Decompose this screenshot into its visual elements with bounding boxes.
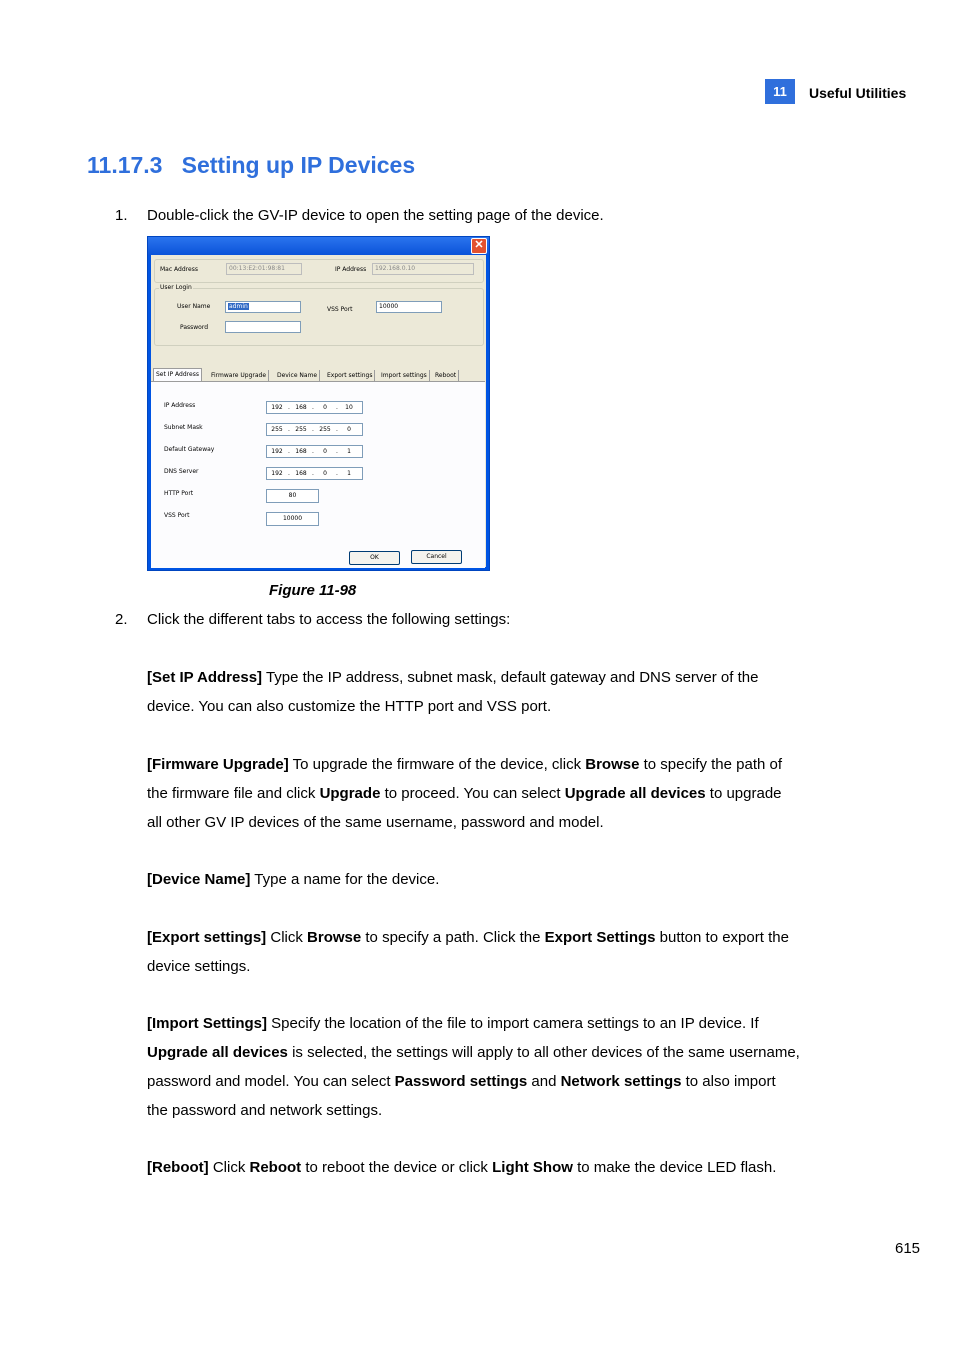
text: to reboot the device or click: [301, 1159, 493, 1176]
dot-separator: .: [312, 404, 314, 411]
chapter-title: Useful Utilities: [809, 85, 907, 101]
ip-address-field: 192.168.0.10: [372, 263, 474, 275]
section-heading: [87, 152, 415, 179]
text: Click: [208, 1159, 250, 1176]
dot-separator: .: [336, 448, 338, 455]
keyword: Export Settings: [544, 929, 656, 946]
ip-setting-label: DNS Server: [164, 468, 199, 475]
octet: 168: [295, 470, 307, 477]
text: to specify a path. Click the: [361, 929, 545, 946]
http-port-input[interactable]: 80: [266, 489, 319, 503]
text: button to export the: [655, 929, 789, 946]
step-text: Click the different tabs to access the following settings:: [147, 611, 511, 628]
text: Specify the location of the file to import camera settings to an IP device. If: [267, 1015, 759, 1032]
dot-separator: .: [312, 426, 314, 433]
text: to make the device LED flash.: [572, 1159, 777, 1176]
tab-firmware-upgrade[interactable]: Firmware Upgrade: [209, 370, 269, 381]
username-label: User Name: [177, 303, 211, 310]
keyword: Reboot: [249, 1159, 302, 1176]
keyword: Browse: [585, 756, 640, 773]
tab-set-ip-address[interactable]: Set IP Address: [153, 368, 202, 382]
ok-button[interactable]: OK: [349, 551, 400, 565]
keyword: Browse: [307, 929, 362, 946]
octet: 0: [347, 426, 351, 433]
text: to specify the path of: [639, 756, 783, 773]
tab-import-settings[interactable]: Import settings: [379, 370, 430, 381]
username-value: admin: [229, 303, 248, 310]
octet: 1: [347, 470, 351, 477]
tag: [Device Name]: [147, 871, 251, 888]
ip-setting-label: IP Address: [164, 402, 196, 409]
page-number: 615: [895, 1240, 921, 1257]
octet: 168: [295, 448, 307, 455]
octet: 192: [271, 448, 283, 455]
step-text: Double-click the GV-IP device to open the setting page of the device.: [147, 207, 604, 224]
text: Click: [266, 929, 308, 946]
ip-device-dialog: [147, 236, 490, 571]
text: to also import: [681, 1073, 776, 1090]
http-port-label: HTTP Port: [164, 490, 194, 497]
ip-setting-label: Default Gateway: [164, 446, 215, 453]
octet: 0: [323, 404, 327, 411]
default-gateway-input[interactable]: [266, 445, 363, 458]
tag: [Set IP Address]: [147, 669, 263, 686]
dialog-body: [151, 255, 486, 567]
text: device settings.: [147, 958, 251, 975]
vss-port-login-input[interactable]: 10000: [376, 301, 442, 313]
keyword: Upgrade: [319, 785, 381, 802]
text: the password and network settings.: [147, 1102, 383, 1119]
dot-separator: .: [288, 426, 290, 433]
set-ip-address-panel: [151, 381, 485, 568]
dot-separator: .: [288, 404, 290, 411]
dot-separator: .: [336, 404, 338, 411]
tab-device-name[interactable]: Device Name: [275, 370, 320, 381]
octet: 255: [319, 426, 331, 433]
figure-caption: Figure 11-98: [269, 582, 357, 599]
step-number: 1.: [115, 207, 128, 224]
octet: 168: [295, 404, 307, 411]
octet: 255: [295, 426, 307, 433]
tab-export-settings[interactable]: Export settings: [325, 370, 375, 381]
mac-address-label: Mac Address: [160, 266, 198, 273]
dot-separator: .: [288, 470, 290, 477]
text: and: [527, 1073, 561, 1090]
octet: 192: [271, 470, 283, 477]
dot-separator: .: [312, 470, 314, 477]
text: to proceed. You can select: [380, 785, 565, 802]
vss-port-label: VSS Port: [164, 512, 190, 519]
vss-port-login-label: VSS Port: [327, 306, 353, 313]
section-title: Setting up IP Devices: [181, 152, 416, 178]
text: is selected, the settings will apply to all other devices of the same username,: [287, 1044, 800, 1061]
octet: 0: [323, 448, 327, 455]
keyword: Upgrade all devices: [147, 1044, 288, 1061]
text: To upgrade the firmware of the device, click: [288, 756, 586, 773]
firmware-upgrade-description: [147, 750, 847, 837]
dot-separator: .: [336, 470, 338, 477]
cancel-button[interactable]: Cancel: [411, 550, 462, 564]
octet: 255: [271, 426, 283, 433]
keyword: Upgrade all devices: [564, 785, 706, 802]
text: the firmware file and click: [147, 785, 320, 802]
close-icon[interactable]: ✕: [471, 238, 487, 254]
subnet-mask-input[interactable]: [266, 423, 363, 436]
tab-reboot[interactable]: Reboot: [433, 370, 459, 381]
keyword: Password settings: [394, 1073, 528, 1090]
dialog-title-bar: [148, 237, 489, 255]
ip-setting-label: Subnet Mask: [164, 424, 203, 431]
password-label: Password: [180, 324, 209, 331]
octet: 0: [323, 470, 327, 477]
export-settings-description: [147, 923, 847, 981]
password-input[interactable]: [225, 321, 301, 333]
text: device. You can also customize the HTTP port and VSS port.: [147, 698, 552, 715]
chapter-number-badge: 11: [765, 79, 795, 104]
text: all other GV IP devices of the same username, password and model.: [147, 814, 604, 831]
mac-address-field: 00:13:E2:01:98:81: [226, 263, 302, 275]
set-ip-description: [147, 663, 847, 721]
tag: [Import Settings]: [147, 1015, 267, 1032]
dot-separator: .: [288, 448, 290, 455]
octet: 10: [345, 404, 353, 411]
text: password and model. You can select: [147, 1073, 395, 1090]
device-name-description: [147, 865, 847, 894]
dot-separator: .: [336, 426, 338, 433]
text: Type the IP address, subnet mask, default gateway and DNS server of the: [262, 669, 759, 686]
user-login-group: [154, 284, 484, 346]
ip-address-input[interactable]: [266, 401, 363, 414]
octet: 192: [271, 404, 283, 411]
octet: 1: [347, 448, 351, 455]
dns-server-input[interactable]: [266, 467, 363, 480]
step-number: 2.: [115, 611, 128, 628]
keyword: Network settings: [560, 1073, 682, 1090]
keyword: Light Show: [492, 1159, 573, 1176]
section-number: 11.17.3: [87, 152, 163, 178]
text: Type a name for the device.: [250, 871, 440, 888]
dot-separator: .: [312, 448, 314, 455]
username-input[interactable]: [225, 301, 301, 313]
reboot-description: [147, 1153, 847, 1182]
tag: [Export settings]: [147, 929, 267, 946]
vss-port-input[interactable]: 10000: [266, 512, 319, 526]
ip-address-label: IP Address: [335, 266, 367, 273]
tag: [Firmware Upgrade]: [147, 756, 289, 773]
tag: [Reboot]: [147, 1159, 209, 1176]
user-login-title: User Login: [160, 284, 192, 291]
text: to upgrade: [705, 785, 782, 802]
import-settings-description: [147, 1009, 857, 1125]
